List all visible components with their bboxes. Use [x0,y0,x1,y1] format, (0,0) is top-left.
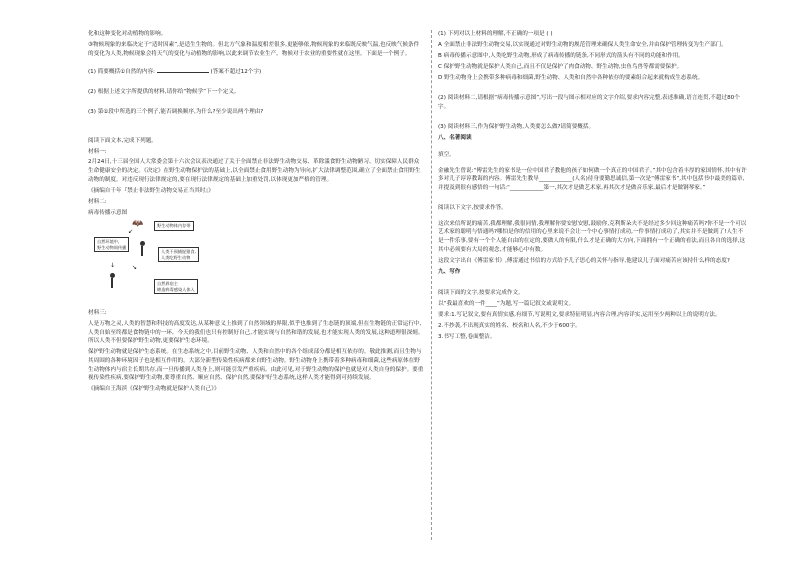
question-2: (2) 阅读材料二,请根据“病毒传播示意图”,写出一段与图示相对应的文字介绍,要求内容完整,表述准确,语言连贯,不超过80个字。 [438,94,740,110]
question-3: (3) 第①段中所选的三个例子,能否调换顺序,为什么?至少说出两个理由? [88,108,264,115]
arrow-icon: ↓ [110,262,116,270]
column-divider [431,30,432,540]
material-3-text-1: 人是万物之灵,人类的智慧和科技的高度发达,从某种意义上推到了自然领域的界限,似乎也推到了生态链的顶端,但在生物链的正常运行中,人类自始至终都是食物链中的一环。今天的我们也只有控制好自己,才能实现与自然和谐的发展,也才能实现人类的发展,这种道理很深刻。所以人类不但要保护野生动物,更要保护生态环境。 [88,321,424,345]
option-a: A 全面禁止非法野生动物交易,以实现通过对野生动物的规范管理来确保人类生命安全,并由保护管理转变为生产部门。 [438,41,727,48]
question-1 [88,66,424,77]
passage-paragraph: ③物候现象的来临决定于“适时因素”,是适生生物的。但北方气象和温度相差很多,更能够依,物候现象的来临既反映气温,也反映气候条件的变化为人类,物候现象会将天气的变化与动植物的影响,以此来调节农业生产。物候对于农业的重要性就在这里。下面是一个例子。 [88,41,420,57]
reading-title: 阅读下面文本,完成下列题。 [88,137,157,144]
question-1-text: (1) 简要概括①自然的内容: [88,68,155,75]
arrow-icon: ↙ [128,228,134,236]
material-2-label: 材料二: [88,198,107,205]
option-d: D 野生动物身上会携带多种病毒和细菌,野生动物、人类和自然中各种依存的要素组合起来就构成生态系统。 [438,74,704,81]
left-column [88,30,424,396]
material-1-source: 《摘编自千年『禁止非法野生动物交易正当其时』》 [88,187,214,194]
section-8-heading: 八、名著阅读 [438,135,472,142]
diagram-box-wild-animal-host: 野生动物体内存带 [154,221,194,230]
person-icon [106,273,118,291]
diagram-box-natural-host: 自然界宿主 缔造病毒感染人体入 [154,279,198,294]
writing-intro: 阅读下面的文字,按要求完成作文。 [438,289,524,296]
diagram-title: 病毒传播示意图 [88,209,128,216]
fill-label: 填空。 [438,151,455,158]
bat-icon: 🦇 [132,219,144,230]
famous-book-passage: 金融先生曾说:“傅雷先生的家书是一位中国君子教他的孩子如何做一个真正的中国君子。”其中包含着丰厚的家国情怀,其中有许多对儿子谆谆教诲的内容。傅雷先生教导____________(人名)待身要勤思诚信,第一次是“傅雷家书”,其中包括书中最美的篇章,并提及到很有感悟的一句话:“____________第一,其次才是做艺术家,再其次才是做音乐家,最后才是做钢琴家。” [438,167,747,191]
question-2: (2) 根据上述文字所提供的材料,请你给“物候学”下一个定义。 [88,88,240,95]
arrow-icon: ↘ [132,264,138,272]
intro-line: 化和这种变化对动植物的影响。 [88,31,167,37]
reading-2-title: 阅读以下文字,按要求作答。 [438,204,507,211]
material-3-label: 材料三: [88,310,107,317]
diagram-box-animal-spread: 自然环境中, 野生动物间传播 [94,237,129,252]
virus-transmission-diagram [92,221,222,303]
writing-requirement-3: 3.书写工整,卷面整洁。 [438,333,496,340]
material-1-label: 材料一: [88,148,107,155]
answer-blank [157,66,209,73]
option-c: C 保护野生动物就是保护人类自己,而且不仅是保护了肉食动物、野生动物,虫鱼鸟兽等都需要保护。 [438,63,683,70]
material-3-text-2: 保护野生动物就是保护生态系统。在生态系统之中,目前野生动物、人类和自然中的各个组成部分都是相互依存的。敬此推测,而且生物与其周围的各种环境因子也是相互作用的。大部分新型传染性疾病都来自野生动物。野生动物身上携带着多种病毒和细菌,这些病原体在野生动物体内与宿主长期共存,而一旦传播到人类身上,则可能引发严重疾病。由此可见,对于野生动物的保护也就是对人类自身的保护。要重视传染性疾病,要保护野生动物,要尊重自然、顺应自然、保护自然,要保护好生态系统,这样人类才能得到可持续发展。 [88,349,424,382]
writing-requirement-1: 要求:1.写记叙文,要有真情实感,有细节,写说明文,要求特征明显,内容合理,内容详实,运用至少两种以上的说明方法。 [438,311,721,318]
reading-2-question: 这段文字出自《傅雷家书》,傅雷通过书信的方式给予儿子思心的关怀与指导,他建议儿子面对痛苦应该持什么样的态度? [438,257,730,264]
person-icon [136,241,148,259]
reading-2-text: 这次来信所说的痛苦,我都理解,我很同情,我理解你要安慰安慰,鼓励你,克利斯朵夫不是经过多少回这种痛苦吗?你不是一个可以艺术家的聪明与悟通吗?哪怕是你的信用的心里来说不会让一个中心事情打成功,一件事情打成功了,其实并不是做到了!人生不是一件乐事,要有一个个人能自由的在定的,要做人的有限,什么才是正确的大方向,下面拥有一个正确的看法,而且各自的选择,这其中必须要有大局的观念,才能够心中有数。 [438,220,747,253]
question-1-hint: (答案不超过12个字) [210,68,262,75]
material-1-text: 2月24日,十三届全国人大常委会第十六次会议表决通过了关于全面禁止非法野生动物交易、革除滥食野生动物陋习、切实保障人民群众生命健康安全的决定。《决定》在野生动物保护法的基础上,以全面禁止食用野生动物为导向,扩大法律调整范围,确立了全面禁止食用野生动物的制度。对违反现行法律规定的,要在现行法律规定的基础上加重处罚,以体现更加严格的管理。 [88,159,421,183]
diagram-box-human-intervention: 人类干预捕捉猎食, 人类吃野生动物 [158,247,199,262]
section-9-heading: 九、写作 [438,269,461,276]
writing-requirement-2: 2.不抄袭,不出现真实的姓名、校名和人名,不少于600字。 [438,322,581,329]
material-3-source: 《摘编自王海滨《保护野生动物就是保护人类自己》》 [88,386,220,393]
right-column [438,30,748,344]
question-3: (3) 阅读材料三,作为保护野生动物,人类要怎么做?请简要概括。 [438,123,595,130]
question-1-intro: (1) 下列对以上材料的理解,不正确的一项是 ( ) [438,31,553,37]
writing-topic: 以“我最喜欢的一件____”为题,写一篇记叙文或说明文。 [438,300,575,307]
option-b: B 病毒传播示意图中,人类吃野生动物,形成了病毒传播的链条,不同形式的箭头有不同的功能和作用。 [438,52,684,59]
